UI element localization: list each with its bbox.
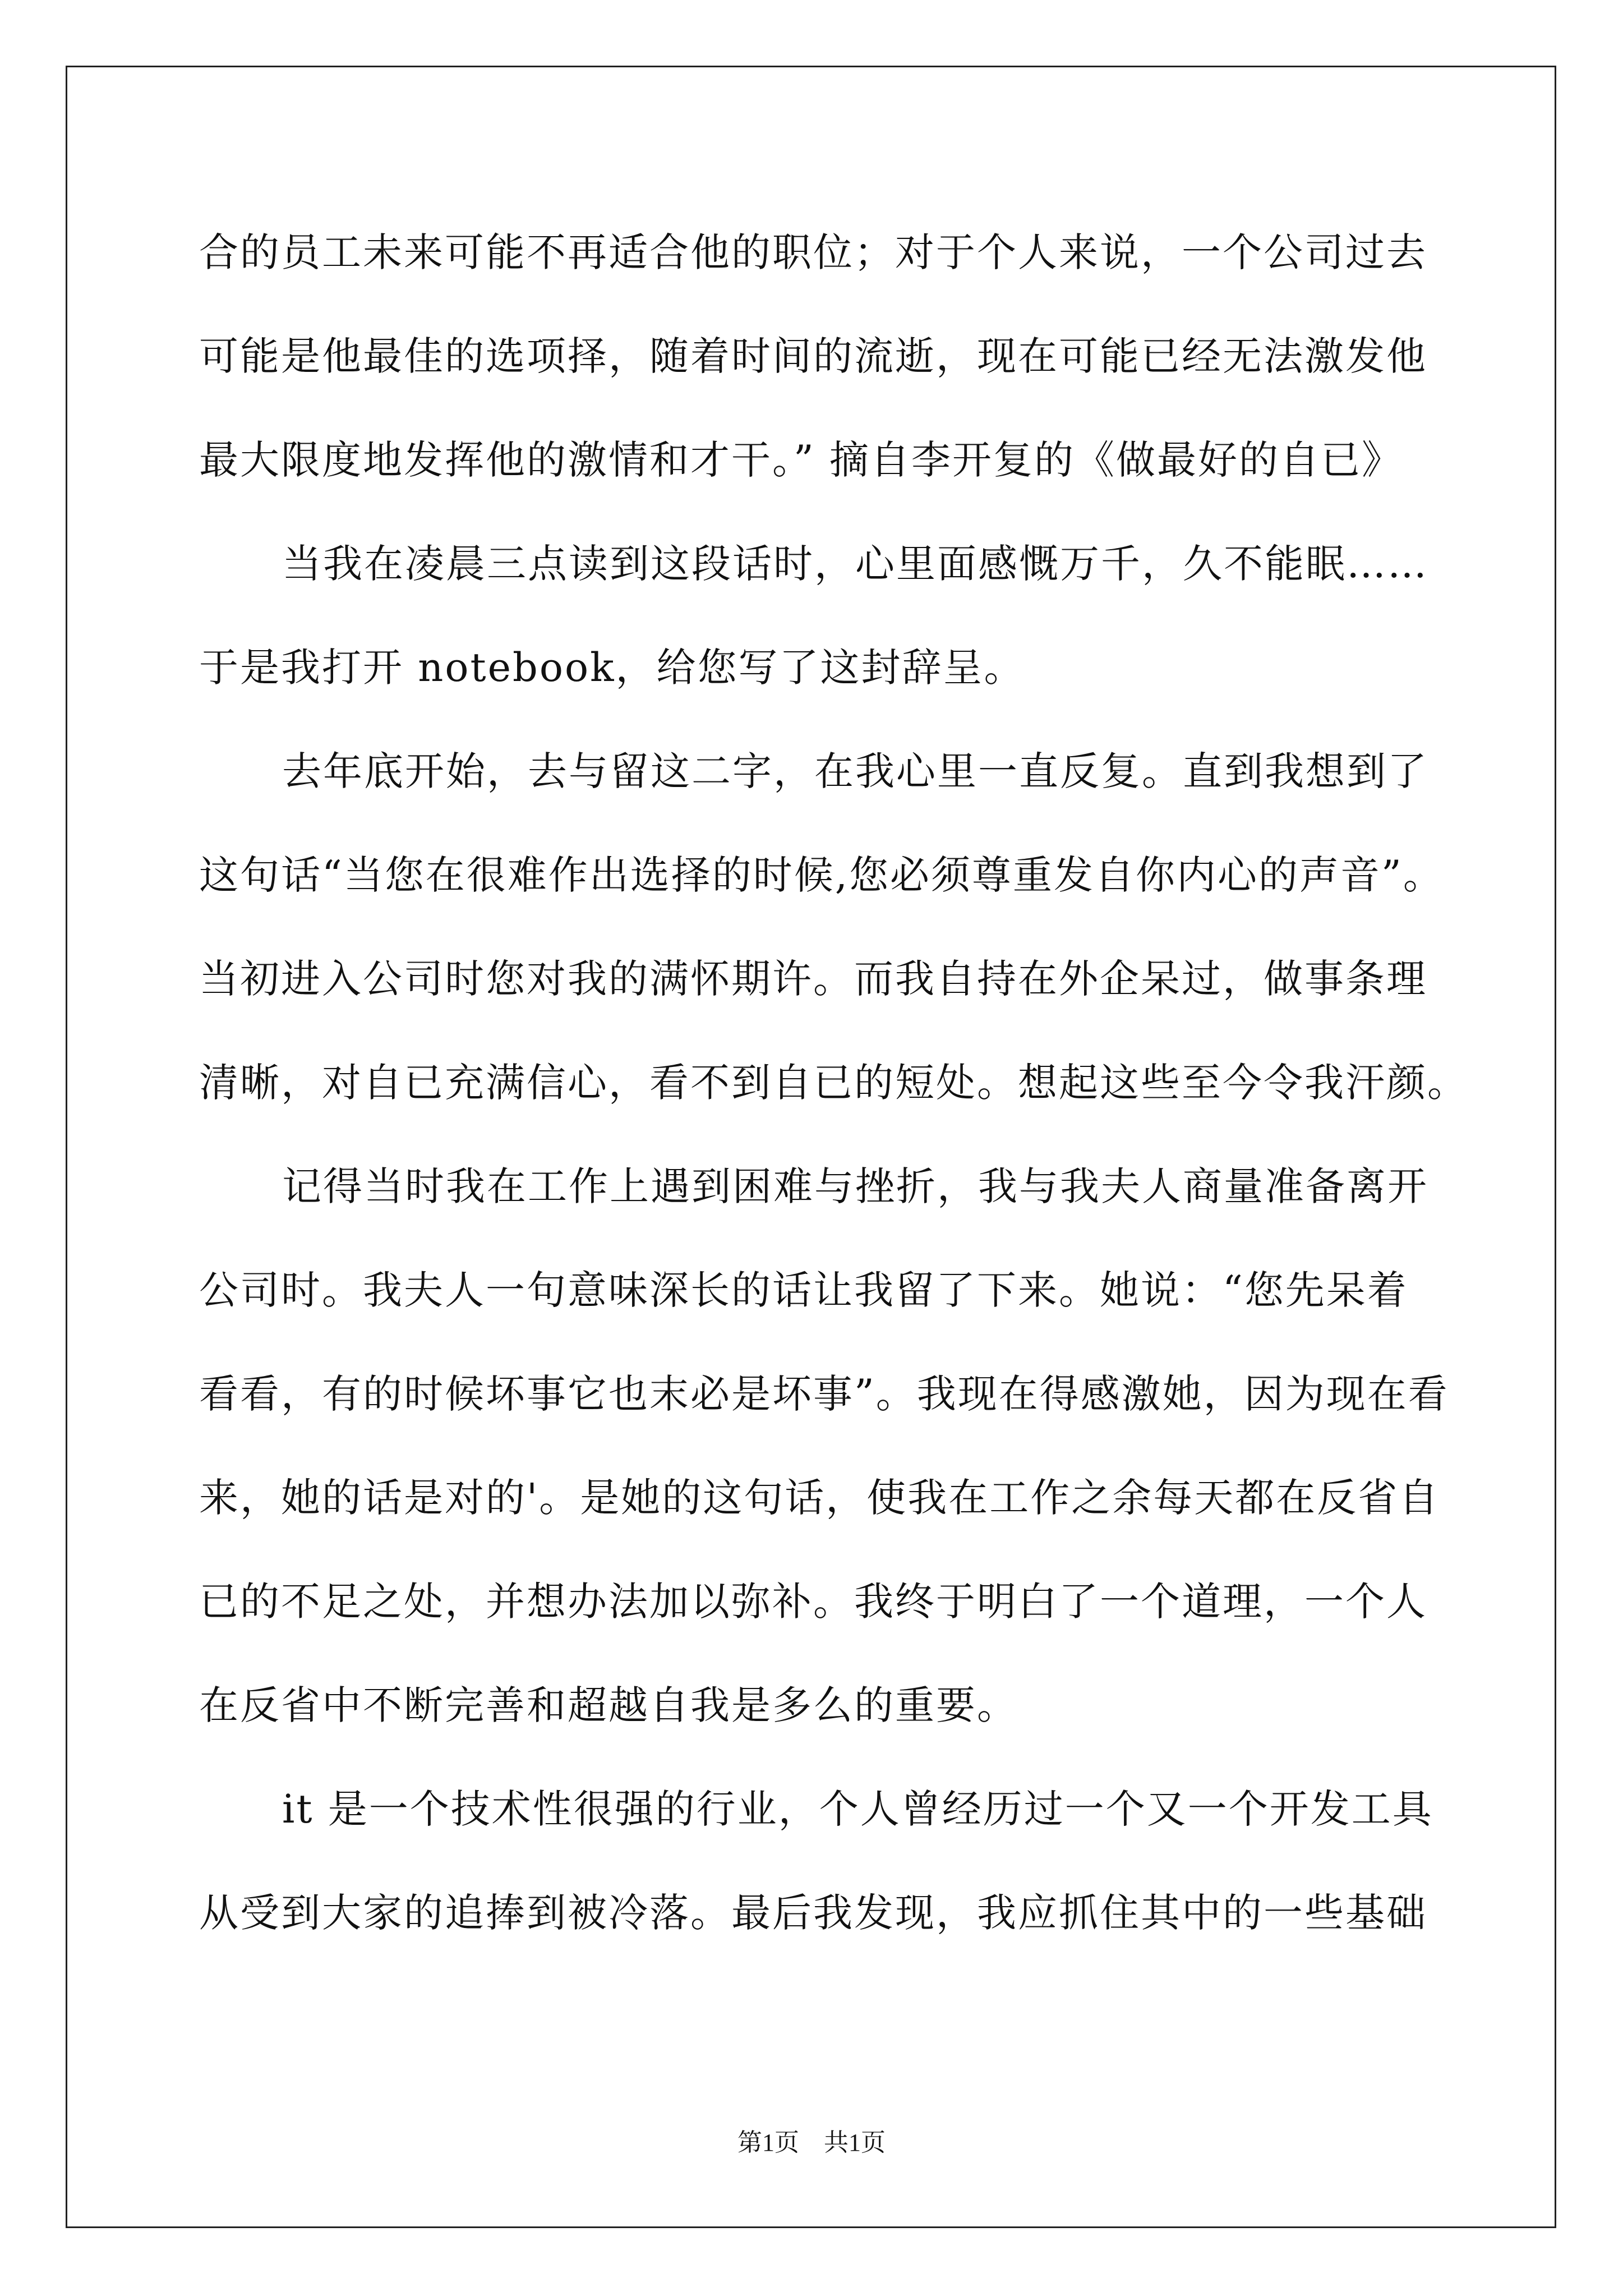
paragraph-start-line: 记得当时我在工作上遇到困难与挫折，我与我夫人商量准备离开 [282,1163,1428,1209]
text-line: 于是我打开 notebook，给您写了这封辞呈。 [199,645,1025,691]
text-line: 在反省中不断完善和超越自我是多么的重要。 [199,1682,1018,1728]
text-line: 清晰，对自已充满信心，看不到自已的短处。想起这些至今令我汗颜。 [199,1060,1468,1106]
text-line: 公司时。我夫人一句意味深长的话让我留了下来。她说：“您先呆着 [199,1267,1408,1313]
page-footer: 第1页 共1页 [737,2129,886,2156]
text-line: 可能是他最佳的选项择，随着时间的流逝，现在可能已经无法激发他 [199,333,1427,379]
text-line: 已的不足之处，并想办法加以弥补。我终于明白了一个道理，一个人 [199,1579,1427,1625]
text-line: 来，她的话是对的'。是她的这句话，使我在工作之余每天都在反省自 [199,1475,1440,1521]
text-line: 当初进入公司时您对我的满怀期许。而我自持在外企呆过，做事条理 [199,956,1427,1002]
text-line: 看看，有的时候坏事它也末必是坏事”。我现在得感激她，因为现在看 [199,1371,1449,1417]
paragraph-start-line: 去年底开始，去与留这二字，在我心里一直反复。直到我想到了 [282,748,1428,794]
text-line: 这句话“当您在很难作出选择的时候,您必须尊重发自你内心的声音”。 [199,852,1444,898]
paragraph-start-line: it 是一个技术性很强的行业，个人曾经历过一个又一个开发工具 [282,1786,1433,1832]
text-line: 最大限度地发挥他的激情和才干。” 摘自李开复的《做最好的自已》 [199,437,1403,483]
text-line: 从受到大家的追捧到被冷落。最后我发现，我应抓住其中的一些基础 [199,1890,1427,1936]
text-line: 合的员工未来可能不再适合他的职位；对于个人来说，一个公司过去 [199,229,1427,275]
paragraph-start-line: 当我在凌晨三点读到这段话时，心里面感慨万千，久不能眠…… [282,541,1428,587]
